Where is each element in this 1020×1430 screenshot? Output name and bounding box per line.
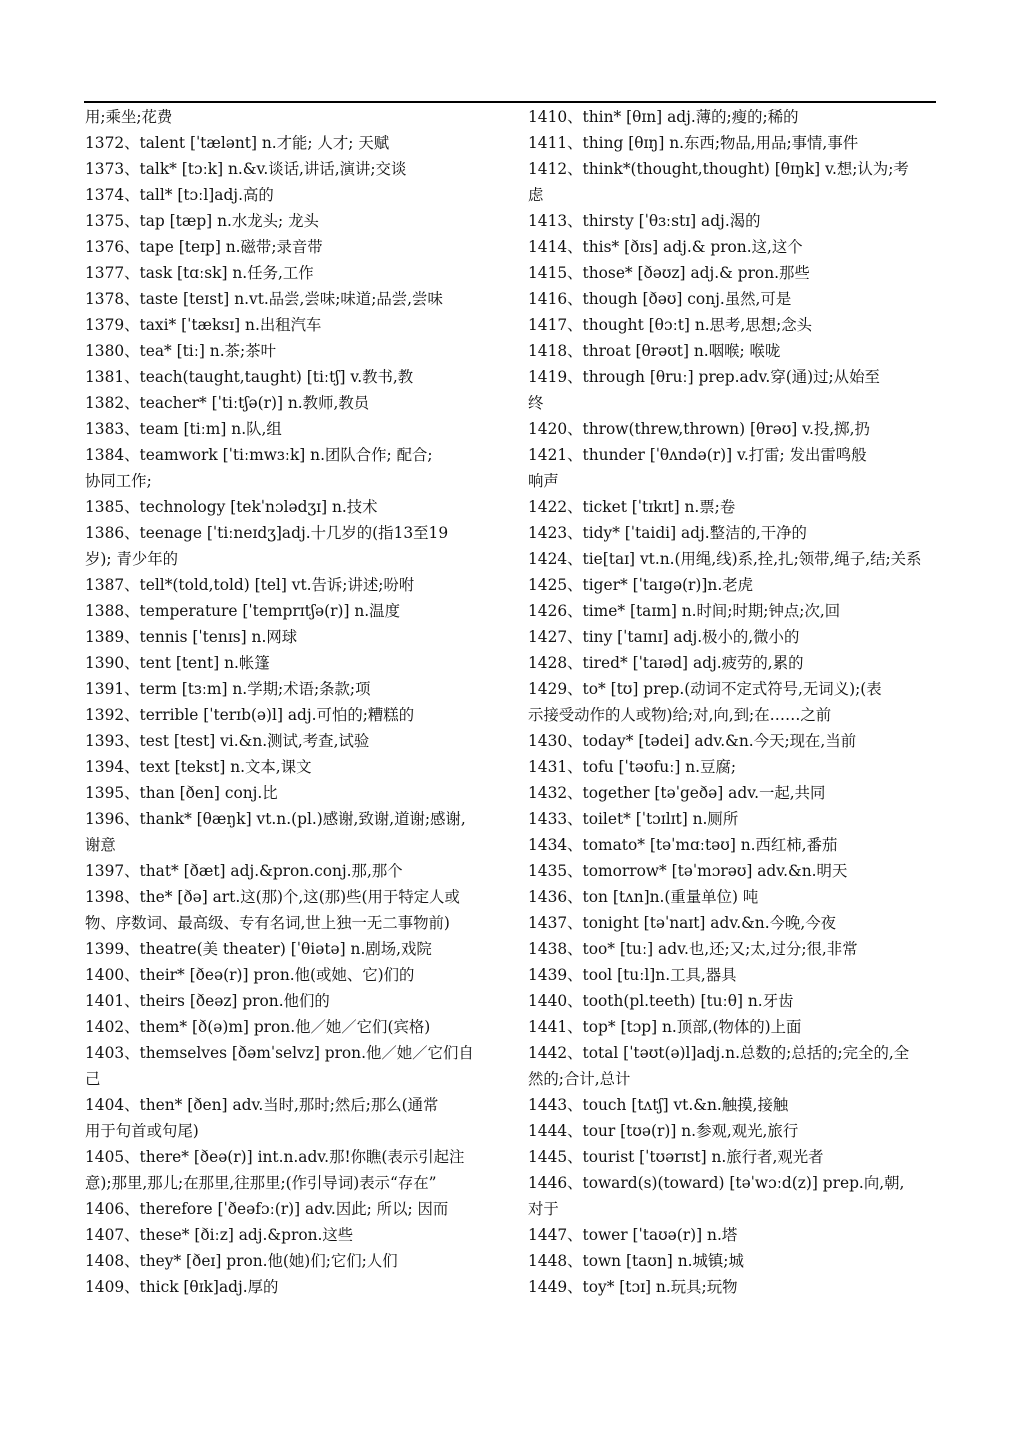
vocab-line: 岁); 青少年的 bbox=[85, 550, 179, 568]
vocab-line: 1393、test [test] vi.&n.测试,考查,试验 bbox=[85, 732, 370, 750]
vocab-line: 1399、theatre(美 theater) [ˈθiətə] n.剧场,戏院 bbox=[85, 940, 432, 958]
vocab-line: 1449、toy* [tɔɪ] n.玩具;玩物 bbox=[528, 1278, 738, 1296]
vocab-line: 1438、too* [tuː] adv.也,还;又;太,过分;很,非常 bbox=[528, 940, 858, 958]
vocab-line: 然的;合计,总计 bbox=[528, 1070, 631, 1088]
vocab-line: 1439、tool [tuːl]n.工具,器具 bbox=[528, 966, 737, 984]
vocab-line: 1402、them* [ð(ə)m] pron.他／她／它们(宾格) bbox=[85, 1018, 431, 1036]
vocab-line: 1391、term [tɜːm] n.学期;术语;条款;项 bbox=[85, 680, 371, 698]
vocab-line: 1418、throat [θrəʊt] n.咽喉; 喉咙 bbox=[528, 342, 781, 360]
vocab-line: 1435、tomorrow* [təˈmɔrəʊ] adv.&n.明天 bbox=[528, 862, 848, 880]
vocab-line: 虑 bbox=[528, 186, 544, 204]
vocab-line: 1386、teenage [ˈtiːneɪdʒ]adj.十几岁的(指13至19 bbox=[85, 524, 449, 542]
left-column bbox=[85, 104, 495, 1300]
vocab-line: 1429、to* [tʊ] prep.(动词不定式符号,无词义);(表 bbox=[528, 680, 882, 698]
vocab-line: 1388、temperature [ˈtemprɪtʃə(r)] n.温度 bbox=[85, 602, 400, 620]
vocab-line: 1444、tour [tʊə(r)] n.参观,观光,旅行 bbox=[528, 1122, 799, 1140]
vocab-line: 1417、thought [θɔːt] n.思考,思想;念头 bbox=[528, 316, 813, 334]
vocab-line: 1446、toward(s)(toward) [təˈwɔːd(z)] prep.向,朝, bbox=[528, 1174, 905, 1192]
vocab-line: 1376、tape [teɪp] n.磁带;录音带 bbox=[85, 238, 323, 256]
vocab-line: 1431、tofu [ˈtəʊfuː] n.豆腐; bbox=[528, 758, 737, 776]
vocab-line: 1382、teacher* [ˈtiːtʃə(r)] n.教师,教员 bbox=[85, 394, 370, 412]
vocab-line: 1385、technology [tekˈnɔlədʒɪ] n.技术 bbox=[85, 498, 378, 516]
vocab-line: 1374、tall* [tɔːl]adj.高的 bbox=[85, 186, 274, 204]
vocab-line: 1448、town [taʊn] n.城镇;城 bbox=[528, 1252, 744, 1270]
vocab-line: 1407、these* [ðiːz] adj.&pron.这些 bbox=[85, 1226, 354, 1244]
vocab-line: 1406、therefore [ˈðeəfɔː(r)] adv.因此; 所以; 因而 bbox=[85, 1200, 449, 1218]
vocab-line: 1428、tired* [ˈtaɪəd] adj.疲劳的,累的 bbox=[528, 654, 804, 672]
vocab-line: 谢意 bbox=[85, 836, 116, 854]
vocab-line: 示接受动作的人或物)给;对,向,到;在……之前 bbox=[528, 706, 832, 724]
vocab-line: 用于句首或句尾) bbox=[85, 1122, 199, 1140]
vocab-line: 1394、text [tekst] n.文本,课文 bbox=[85, 758, 312, 776]
vocab-line: 1413、thirsty [ˈθɜːstɪ] adj.渴的 bbox=[528, 212, 761, 230]
vocab-line: 己 bbox=[85, 1070, 101, 1088]
vocab-line: 1409、thick [θɪk]adj.厚的 bbox=[85, 1278, 279, 1296]
vocab-line: 协同工作; bbox=[85, 472, 152, 490]
vocab-line: 1423、tidy* [ˈtaidi] adj.整洁的,干净的 bbox=[528, 524, 807, 542]
vocab-line: 1395、than [ðen] conj.比 bbox=[85, 784, 278, 802]
vocab-line: 1420、throw(threw,thrown) [θrəʊ] v.投,掷,扔 bbox=[528, 420, 870, 438]
vocab-line: 1416、though [ðəʊ] conj.虽然,可是 bbox=[528, 290, 792, 308]
vocab-line: 1396、thank* [θæŋk] vt.n.(pl.)感谢,致谢,道谢;感谢, bbox=[85, 810, 466, 828]
vocab-line: 1414、this* [ðɪs] adj.& pron.这,这个 bbox=[528, 238, 803, 256]
vocab-line: 用;乘坐;花费 bbox=[85, 108, 173, 126]
vocab-line: 1415、those* [ðəʊz] adj.& pron.那些 bbox=[528, 264, 810, 282]
vocab-line: 意);那里,那儿;在那里,往那里;(作引导词)表示“存在” bbox=[85, 1174, 437, 1192]
vocab-line: 1442、total [ˈtəʊt(ə)l]adj.n.总数的;总括的;完全的,全 bbox=[528, 1044, 910, 1062]
vocab-line: 1411、thing [θɪŋ] n.东西;物品,用品;事情,事件 bbox=[528, 134, 859, 152]
vocab-line: 1390、tent [tent] n.帐篷 bbox=[85, 654, 270, 672]
vocab-line: 1383、team [tiːm] n.队,组 bbox=[85, 420, 282, 438]
vocab-line: 1373、talk* [tɔːk] n.&v.谈话,讲话,演讲;交谈 bbox=[85, 160, 407, 178]
vocab-line: 1392、terrible [ˈterɪb(ə)l] adj.可怕的;糟糕的 bbox=[85, 706, 415, 724]
vocab-line: 1404、then* [ðen] adv.当时,那时;然后;那么(通常 bbox=[85, 1096, 439, 1114]
vocab-line: 1436、ton [tʌn]n.(重量单位) 吨 bbox=[528, 888, 759, 906]
vocab-line: 1447、tower [ˈtaʊə(r)] n.塔 bbox=[528, 1226, 738, 1244]
vocab-line: 终 bbox=[528, 394, 544, 412]
vocab-line: 1398、the* [ðə] art.这(那)个,这(那)些(用于特定人或 bbox=[85, 888, 460, 906]
vocab-line: 1397、that* [ðæt] adj.&pron.conj.那,那个 bbox=[85, 862, 403, 880]
vocab-line: 1384、teamwork [ˈtiːmwɜːk] n.团队合作; 配合; bbox=[85, 446, 433, 464]
vocab-line: 1400、their* [ðeə(r)] pron.他(或她、它)们的 bbox=[85, 966, 415, 984]
vocab-line: 1434、tomato* [təˈmɑːtəʊ] n.西红柿,番茄 bbox=[528, 836, 838, 854]
vocab-line: 1410、thin* [θɪn] adj.薄的;瘦的;稀的 bbox=[528, 108, 799, 126]
vocab-line: 1412、think*(thought,thought) [θɪŋk] v.想;认为;考 bbox=[528, 160, 909, 178]
header-rule bbox=[84, 101, 936, 103]
vocab-line: 1443、touch [tʌtʃ] vt.&n.触摸,接触 bbox=[528, 1096, 789, 1114]
vocab-line: 1375、tap [tæp] n.水龙头; 龙头 bbox=[85, 212, 319, 230]
vocab-line: 1425、tiger* [ˈtaɪgə(r)]n.老虎 bbox=[528, 576, 754, 594]
right-column bbox=[528, 104, 938, 1300]
vocab-line: 1380、tea* [tiː] n.茶;茶叶 bbox=[85, 342, 276, 360]
vocab-line: 1408、they* [ðeɪ] pron.他(她)们;它们;人们 bbox=[85, 1252, 398, 1270]
vocab-line: 1387、tell*(told,told) [tel] vt.告诉;讲述;吩咐 bbox=[85, 576, 415, 594]
vocab-line: 1405、there* [ðeə(r)] int.n.adv.那!你瞧(表示引起注 bbox=[85, 1148, 465, 1166]
vocab-line: 1433、toilet* [ˈtɔɪlɪt] n.厕所 bbox=[528, 810, 739, 828]
vocab-line: 响声 bbox=[528, 472, 559, 490]
vocab-line: 物、序数词、最高级、专有名词,世上独一无二事物前) bbox=[85, 914, 450, 932]
vocab-line: 1372、talent [ˈtælənt] n.才能; 人才; 天赋 bbox=[85, 134, 390, 152]
vocab-line: 1437、tonight [təˈnaɪt] adv.&n.今晚,今夜 bbox=[528, 914, 837, 932]
vocab-line: 1401、theirs [ðeəz] pron.他们的 bbox=[85, 992, 330, 1010]
vocab-line: 1422、ticket [ˈtɪkɪt] n.票;卷 bbox=[528, 498, 736, 516]
vocab-line: 1377、task [tɑːsk] n.任务,工作 bbox=[85, 264, 314, 282]
vocab-line: 1379、taxi* [ˈtæksɪ] n.出租汽车 bbox=[85, 316, 322, 334]
vocab-line: 1427、tiny [ˈtaɪnɪ] adj.极小的,微小的 bbox=[528, 628, 800, 646]
vocab-line: 1403、themselves [ðəmˈselvz] pron.他／她／它们自 bbox=[85, 1044, 474, 1062]
vocab-line: 1424、tie[taɪ] vt.n.(用绳,线)系,拴,扎;领带,绳子,结;关系 bbox=[528, 550, 922, 568]
vocab-line: 1421、thunder [ˈθʌndə(r)] v.打雷; 发出雷鸣般 bbox=[528, 446, 867, 464]
vocab-line: 1430、today* [tədei] adv.&n.今天;现在,当前 bbox=[528, 732, 857, 750]
vocab-line: 1419、through [θruː] prep.adv.穿(通)过;从始至 bbox=[528, 368, 880, 386]
vocab-line: 1381、teach(taught,taught) [tiːtʃ] v.教书,教 bbox=[85, 368, 414, 386]
vocab-line: 1426、time* [taɪm] n.时间;时期;钟点;次,回 bbox=[528, 602, 841, 620]
vocab-line: 对于 bbox=[528, 1200, 559, 1218]
vocab-line: 1432、together [təˈgeðə] adv.一起,共同 bbox=[528, 784, 826, 802]
vocab-line: 1378、taste [teɪst] n.vt.品尝,尝味;味道;品尝,尝味 bbox=[85, 290, 443, 308]
vocab-line: 1440、tooth(pl.teeth) [tuːθ] n.牙齿 bbox=[528, 992, 794, 1010]
vocab-line: 1441、top* [tɔp] n.顶部,(物体的)上面 bbox=[528, 1018, 802, 1036]
vocab-line: 1389、tennis [ˈtenɪs] n.网球 bbox=[85, 628, 298, 646]
vocab-line: 1445、tourist [ˈtʊərɪst] n.旅行者,观光者 bbox=[528, 1148, 824, 1166]
